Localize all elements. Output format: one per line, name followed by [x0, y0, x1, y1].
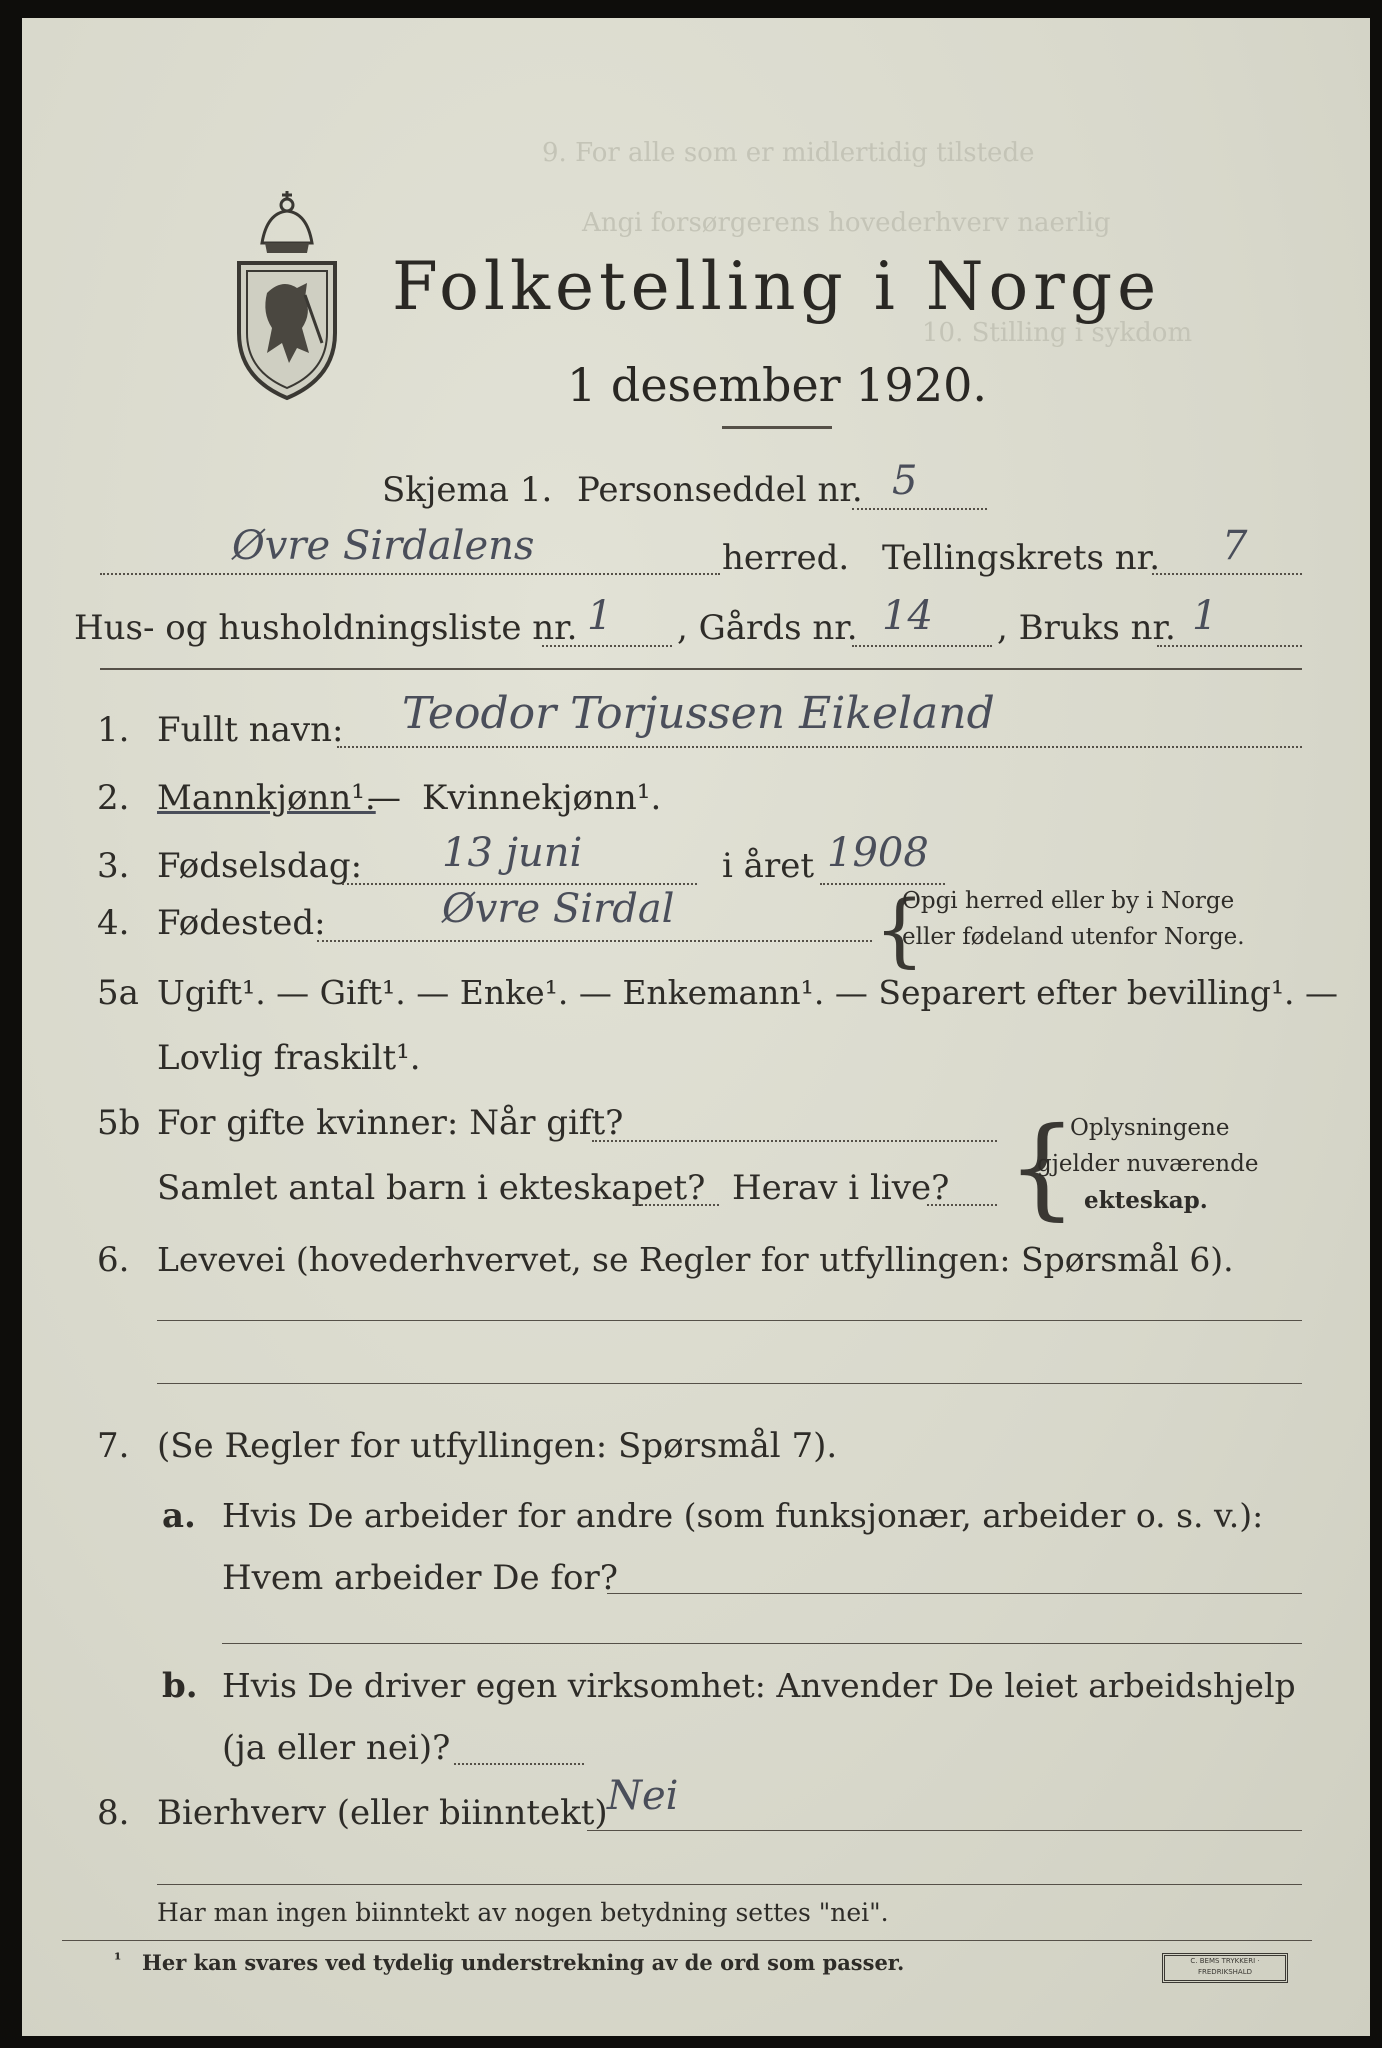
q7-label: (Se Regler for utfyllingen: Spørsmål 7). [157, 1426, 838, 1466]
side-income-field[interactable] [587, 1830, 1302, 1831]
q5b-number: 5b [97, 1103, 141, 1143]
hus-label: Hus- og husholdningsliste nr. [74, 608, 578, 648]
gards-field[interactable] [852, 645, 992, 647]
q2-number: 2. [97, 778, 130, 818]
bleed-through-text: 9. For alle som er midlertidig tilstede [542, 138, 1035, 168]
children-field[interactable] [634, 1204, 719, 1206]
hired-help-field[interactable] [454, 1763, 584, 1765]
hus-field[interactable] [542, 645, 672, 647]
q5a-options-cont[interactable]: Lovlig fraskilt¹. [157, 1038, 421, 1078]
q3-label: Fødselsdag: [157, 846, 363, 886]
brace-icon: { [1007, 1103, 1077, 1231]
q5a-options[interactable]: Ugift¹. — Gift¹. — Enke¹. — Enkemann¹. — Separert efter bevilling¹. — [157, 973, 1339, 1012]
q7a-line1: Hvis De arbeider for andre (som funksjonær, arbeider o. s. v.): [222, 1496, 1264, 1535]
birthday-value: 13 juni [442, 830, 583, 876]
q7a-line2: Hvem arbeider De for? [222, 1558, 618, 1598]
birthday-field[interactable] [342, 883, 697, 885]
side-income-value: Nei [607, 1773, 679, 1819]
q7b-letter: b. [162, 1666, 198, 1706]
q7-number: 7. [97, 1426, 130, 1466]
q5b-children-label: Samlet antal barn i ekteskapet? [157, 1168, 706, 1208]
personseddel-field[interactable] [852, 508, 987, 510]
full-name-field[interactable] [337, 746, 1302, 748]
q4-note-2: eller fødeland utenfor Norge. [902, 924, 1245, 950]
occupation-field-line-2[interactable] [157, 1383, 1302, 1384]
q7b-line1: Hvis De driver egen virksomhet: Anvender De leiet arbeidshjelp [222, 1666, 1296, 1705]
q1-label: Fullt navn: [157, 710, 344, 750]
gards-label: , Gårds nr. [677, 608, 858, 648]
occupation-field-line-1[interactable] [157, 1320, 1302, 1321]
children-living-field[interactable] [927, 1204, 997, 1206]
schema-label: Skjema 1. [382, 470, 553, 510]
q4-label: Fødested: [157, 903, 326, 943]
personseddel-value: 5 [892, 458, 918, 504]
q8-number: 8. [97, 1793, 130, 1833]
side-income-note: Har man ingen biinntekt av nogen betydning settes "nei". [157, 1898, 889, 1927]
employer-field-line-2[interactable] [222, 1643, 1302, 1644]
married-date-field[interactable] [592, 1140, 997, 1142]
q6-number: 6. [97, 1240, 130, 1280]
q5b-note-1: Oplysningene [1070, 1115, 1230, 1141]
brace-icon: { [874, 883, 925, 976]
gards-value: 14 [882, 593, 933, 639]
personseddel-label: Personseddel nr. [577, 470, 863, 510]
q7b-line2: (ja eller nei)? [222, 1728, 451, 1768]
census-form-sheet [22, 18, 1370, 2036]
herred-label: herred. [722, 538, 850, 578]
hus-value: 1 [587, 593, 613, 639]
footnote-text: Her kan svares ved tydelig understrekning av de ord som passer. [142, 1950, 905, 1975]
birthplace-field[interactable] [317, 940, 872, 942]
tellingskrets-label: Tellingskrets nr. [882, 538, 1161, 578]
printer-stamp: C. BEMS TRYKKERI · FREDRIKSHALD [1162, 1953, 1288, 1983]
birth-year-value: 1908 [827, 830, 929, 876]
q5b-note-3: ekteskap. [1084, 1187, 1208, 1214]
form-title: Folketelling i Norge [392, 248, 1162, 325]
footer-divider [62, 1940, 1312, 1941]
q5b-married-label: For gifte kvinner: Når gift? [157, 1103, 624, 1143]
q3-year-label: i året [722, 846, 814, 886]
option-kvinnekjonn[interactable]: Kvinnekjønn¹. [422, 778, 662, 818]
q6-label: Levevei (hovederhvervet, se Regler for utfyllingen: Spørsmål 6). [157, 1240, 1234, 1279]
q5a-number: 5a [97, 973, 139, 1013]
full-name-value: Teodor Torjussen Eikeland [402, 688, 995, 739]
q4-number: 4. [97, 903, 130, 943]
q8-label: Bierhverv (eller biinntekt) [157, 1793, 608, 1833]
q5b-note-2: gjelder nuværende [1037, 1151, 1259, 1177]
side-income-field-line-2[interactable] [157, 1884, 1302, 1885]
q2-separator: — [367, 778, 401, 818]
bruks-field[interactable] [1157, 645, 1302, 647]
herred-field[interactable] [100, 573, 720, 575]
coat-of-arms-icon [227, 183, 347, 403]
birthplace-value: Øvre Sirdal [442, 886, 675, 932]
option-mannkjonn[interactable]: Mannkjønn¹. [157, 778, 376, 818]
employer-field[interactable] [607, 1593, 1302, 1594]
section-divider [100, 668, 1302, 670]
q7a-letter: a. [162, 1496, 196, 1536]
tellingskrets-field[interactable] [1152, 573, 1302, 575]
footnote-mark: ¹ [114, 1950, 122, 1970]
q3-number: 3. [97, 846, 130, 886]
bruks-value: 1 [1192, 593, 1218, 639]
bleed-through-text: Angi forsørgerens hovederhverv naerlig [582, 208, 1111, 238]
q1-number: 1. [97, 710, 130, 750]
census-date: 1 desember 1920. [567, 358, 987, 412]
tellingskrets-value: 7 [1222, 523, 1248, 569]
bruks-label: , Bruks nr. [997, 608, 1176, 648]
bleed-through-text: 10. Stilling i sykdom [922, 318, 1193, 348]
herred-value: Øvre Sirdalens [232, 523, 535, 569]
q4-note-1: Opgi herred eller by i Norge [902, 888, 1235, 914]
q5b-living-label: Herav i live? [732, 1168, 950, 1208]
title-divider [722, 426, 832, 429]
